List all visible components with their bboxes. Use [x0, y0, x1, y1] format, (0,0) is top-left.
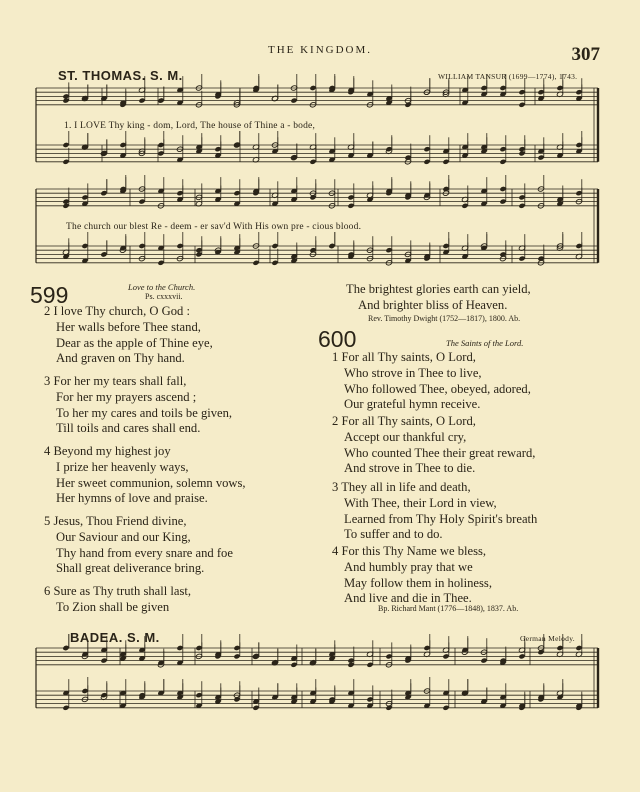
- verse-line: 5 Jesus, Thou Friend divine,: [44, 514, 187, 528]
- verse-line: 2 For all Thy saints, O Lord,: [332, 414, 476, 428]
- verse-line: And brighter bliss of Heaven.: [358, 297, 508, 312]
- verse-line: 6 Sure as Thy truth shall last,: [44, 584, 192, 598]
- hymn-599-psalm: Ps. cxxxvii.: [145, 292, 183, 301]
- hymn-600-attribution: Bp. Richard Mant (1776—1848), 1837. Ab.: [378, 604, 519, 613]
- hymn-600-stanza-1: [332, 350, 531, 413]
- verse-line: Her sweet communion, solemn vows,: [56, 475, 246, 490]
- hymn-599-stanza-6: [44, 584, 191, 616]
- hymn-600-stanza-2: [332, 414, 535, 477]
- verse-line: The brightest glories earth can yield,: [346, 282, 531, 296]
- verse-line: Our Saviour and our King,: [56, 529, 191, 544]
- verse-line: And graven on Thy hand.: [56, 351, 185, 366]
- page-number: 307: [571, 44, 600, 65]
- verse-line: Dear as the apple of Thine eye,: [56, 335, 213, 350]
- hymn-number-599: 599: [30, 282, 69, 308]
- verse-line: Her walls before Thee stand,: [56, 319, 201, 334]
- verse-line: Who strove in Thee to live,: [344, 365, 482, 380]
- tune1-lyrics-line2: The church our blest Re - deem - er sav'd With His own pre - cious blood.: [66, 222, 362, 232]
- tune-name-badea: BADEA. S. M.: [70, 630, 160, 645]
- verse-line: With Thee, their Lord in view,: [344, 495, 497, 510]
- hymn-600-stanza-4: [332, 544, 492, 607]
- verse-line: To Zion shall be given: [56, 599, 170, 614]
- verse-line: 2 I love Thy church, O God :: [44, 304, 190, 318]
- verse-line: Learned from Thy Holy Spirit's breath: [344, 511, 538, 526]
- tune-composer-st-thomas: WILLIAM TANSUR (1699—1774), 1743.: [438, 72, 578, 81]
- verse-line: For her my prayers ascend ;: [56, 389, 197, 404]
- hymn-599-attribution: Rev. Timothy Dwight (1752—1817), 1800. Ab.: [368, 314, 521, 323]
- verse-line: Her hymns of love and praise.: [56, 491, 208, 506]
- verse-line: 3 For her my tears shall fall,: [44, 374, 187, 388]
- verse-line: To suffer and to do.: [344, 527, 443, 542]
- verse-line: Accept our thankful cry,: [344, 429, 467, 444]
- verse-line: Who followed Thee, obeyed, adored,: [344, 381, 531, 396]
- running-title: THE KINGDOM.: [267, 44, 373, 56]
- tune-name-st-thomas: ST. THOMAS. S. M.: [58, 68, 183, 83]
- verse-line: And strove in Thee to die.: [344, 461, 476, 476]
- verse-line: Shall great deliverance bring.: [56, 561, 205, 576]
- verse-line: To her my cares and toils be given,: [56, 405, 233, 420]
- verse-line: Thy hand from every snare and foe: [56, 545, 233, 560]
- verse-line: 4 For this Thy Name we bless,: [332, 544, 487, 558]
- hymn-600-stanza-3: [332, 480, 537, 543]
- verse-line: Our grateful hymn receive.: [344, 397, 481, 412]
- verse-line: May follow them in holiness,: [344, 575, 492, 590]
- verse-line: 1 For all Thy saints, O Lord,: [332, 350, 476, 364]
- hymn-599-stanza-3: [44, 374, 232, 437]
- verse-line: And live and die in Thee.: [344, 591, 472, 606]
- hymn-599-title: Love to the Church.: [128, 282, 196, 292]
- hymn-599-continuation: [346, 282, 531, 314]
- hymn-number-600: 600: [318, 326, 357, 352]
- hymn-599-stanza-5: [44, 514, 233, 577]
- tune-composer-badea: German Melody.: [520, 634, 575, 643]
- hymn-599-stanza-4: [44, 444, 246, 507]
- verse-line: Till toils and cares shall end.: [56, 421, 201, 436]
- verse-line: 3 They all in life and death,: [332, 480, 471, 494]
- verse-line: And humbly pray that we: [344, 559, 473, 574]
- verse-line: Who counted Thee their great reward,: [344, 445, 536, 460]
- verse-line: 4 Beyond my highest joy: [44, 444, 171, 458]
- tune1-lyrics-line1: 1. I LOVE Thy king - dom, Lord, The house of Thine a - bode,: [64, 121, 316, 131]
- hymn-599-stanza-2: [44, 304, 213, 367]
- hymn-600-title: The Saints of the Lord.: [446, 338, 524, 348]
- verse-line: I prize her heavenly ways,: [56, 459, 189, 474]
